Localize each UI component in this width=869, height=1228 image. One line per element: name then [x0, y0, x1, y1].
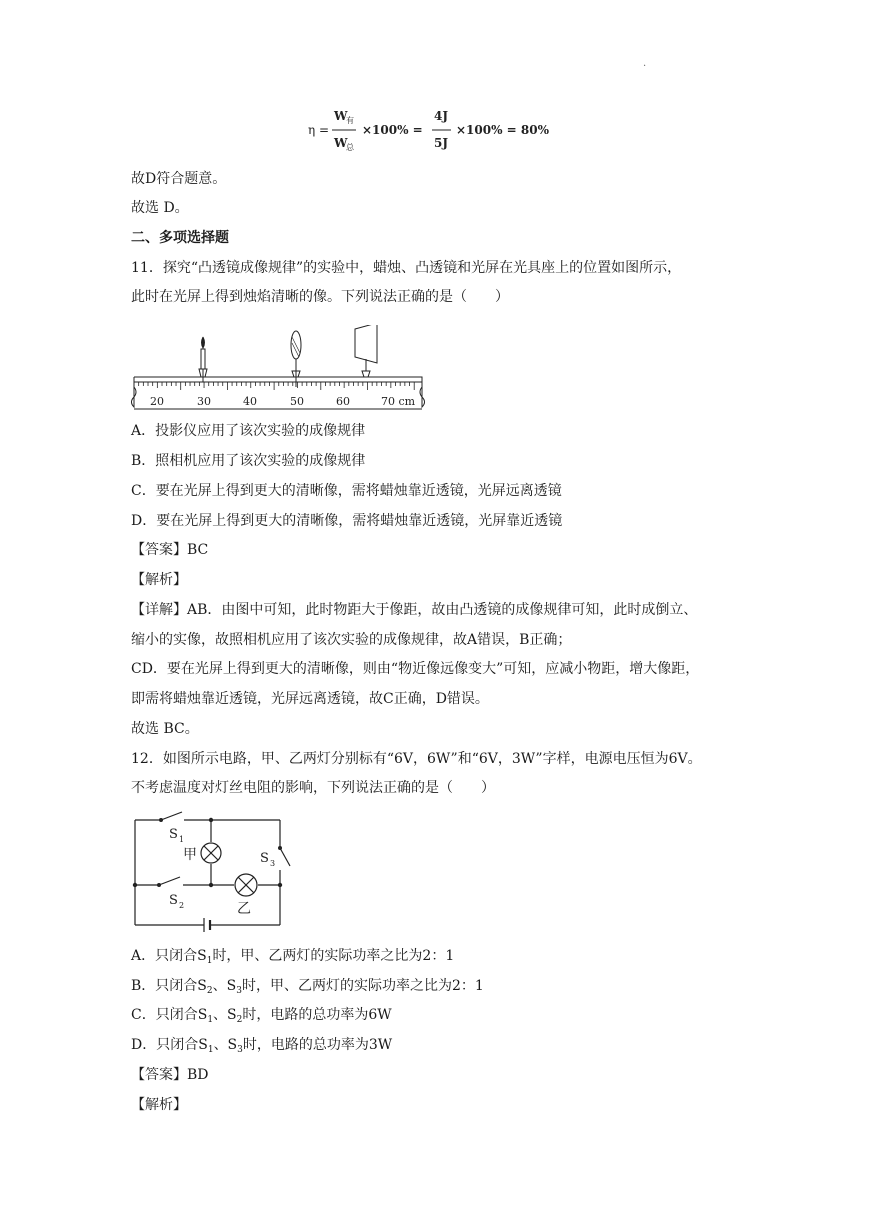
- switch-s2-label: S: [169, 893, 178, 908]
- q12-answer: 【答案】BD: [131, 1067, 209, 1083]
- tick-label-30: 30: [197, 395, 211, 408]
- q11-detail-1: 【详解】AB．由图中可知，此时物距大于像距，故由凸透镜的成像规律可知，此时成倒立、: [131, 602, 698, 618]
- q12-option-a: A．只闭合$S_1$时，甲、乙两灯的实际功率之比为2：1: [131, 948, 455, 966]
- bench-ticks: [134, 382, 414, 390]
- candle-icon: [201, 349, 205, 369]
- q11-detail-2: 缩小的实像，故照相机应用了该次实验的成像规律，故A错误，B正确；: [131, 632, 572, 648]
- q11-option-c: C．要在光屏上得到更大的清晰像，需将蜡烛靠近透镜，光屏远离透镜: [131, 483, 562, 499]
- tick-label-50: 50: [290, 395, 304, 408]
- q12-option-b: B．只闭合$S_2$、$S_3$时，甲、乙两灯的实际功率之比为2：1: [131, 978, 484, 996]
- q11-detail-3: CD．要在光屏上得到更大的清晰像，则由“物近像远像变大”可知，应减小物距，增大像距，: [131, 661, 700, 677]
- formula-num: W: [334, 109, 348, 123]
- circuit-diagram: [126, 810, 292, 932]
- q12-option-d: D．只闭合$S_1$、$S_3$时，电路的总功率为3W: [131, 1037, 393, 1055]
- formula-num2: 4J: [434, 109, 449, 123]
- q12-stem-2: 不考虑温度对灯丝电阻的影响，下列说法正确的是（ ）: [131, 780, 495, 796]
- switch-s1-label: S: [169, 827, 178, 842]
- switch-s3-label: S: [260, 851, 269, 866]
- formula-num-sub: 有: [346, 116, 354, 125]
- section-heading: 二、多项选择题: [131, 230, 229, 246]
- q11-option-a: A．投影仪应用了该次实验的成像规律: [131, 423, 366, 439]
- lamp-yi-label: 乙: [237, 901, 251, 917]
- page-top-mark: .: [643, 58, 647, 69]
- lamp-jia-label: 甲: [183, 847, 197, 863]
- light-screen-icon: [355, 325, 377, 363]
- line-select-d: 故选 D。: [131, 200, 189, 216]
- q11-detail-4: 即需将蜡烛靠近透镜，光屏远离透镜，故C正确，D错误。: [131, 691, 489, 707]
- switch-s3-sub: 3: [270, 859, 276, 868]
- q11-select: 故选 BC。: [131, 721, 199, 737]
- tick-label-70: 70 cm: [381, 395, 416, 408]
- q12-stem-1: 12．如图所示电路，甲、乙两灯分别标有“6V，6W”和“6V，3W”字样，电源电压恒为6V。: [131, 751, 702, 767]
- q12-analysis-label: 【解析】: [131, 1097, 187, 1113]
- q11-stem-2: 此时在光屏上得到烛焰清晰的像。下列说法正确的是（ ）: [131, 289, 509, 305]
- formula-tail: ×100% = 80%: [456, 123, 550, 137]
- tick-label-40: 40: [243, 395, 257, 408]
- switch-s1-sub: 1: [179, 835, 185, 844]
- q11-stem-1: 11．探究“凸透镜成像规律”的实验中，蜡烛、凸透镜和光屏在光具座上的位置如图所示，: [131, 260, 682, 276]
- svg-text:=: =: [319, 123, 330, 137]
- q11-option-d: D．要在光屏上得到更大的清晰像，需将蜡烛靠近透镜，光屏靠近透镜: [131, 513, 563, 529]
- q11-analysis-label: 【解析】: [131, 572, 187, 588]
- tick-label-60: 60: [336, 395, 350, 408]
- efficiency-formula: [308, 105, 564, 155]
- formula-mid: ×100% =: [362, 123, 423, 137]
- switch-s2-sub: 2: [179, 901, 185, 910]
- optical-bench-figure: [131, 325, 431, 415]
- tick-label-20: 20: [150, 395, 164, 408]
- q12-option-c: C．只闭合$S_1$、$S_2$时，电路的总功率为6W: [131, 1007, 392, 1025]
- formula-den-sub: 总: [346, 143, 354, 152]
- formula-den: W: [334, 136, 348, 150]
- q11-option-b: B．照相机应用了该次实验的成像规律: [131, 453, 366, 469]
- line-d-matches: 故D符合题意。: [131, 171, 227, 187]
- formula-eta: η: [308, 123, 316, 137]
- formula-den2: 5J: [434, 136, 449, 150]
- q11-answer: 【答案】BC: [131, 542, 209, 558]
